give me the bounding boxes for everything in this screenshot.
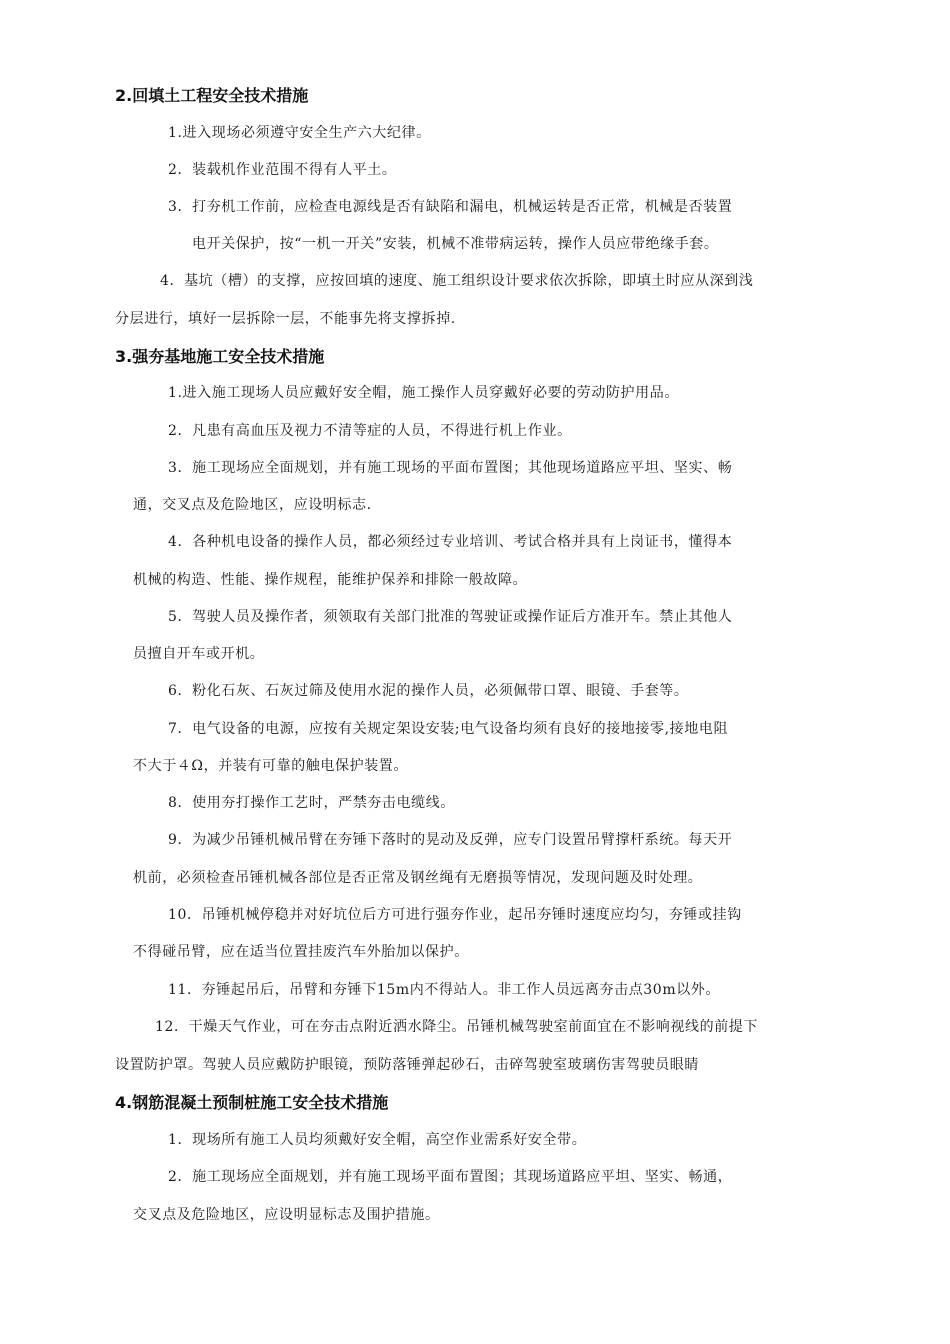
paragraph-line: 10．吊锤机械停稳并对好坑位后方可进行强夯作业，起吊夯锤时速度应均匀，夯锤或挂钩 [168,907,742,923]
paragraph-line: 2．凡患有高血压及视力不清等症的人员，不得进行机上作业。 [168,423,572,439]
paragraph-line: 不得碰吊臂，应在适当位置挂废汽车外胎加以保护。 [133,944,469,960]
paragraph-line: 9．为减少吊锤机械吊臂在夯锤下落时的晃动及反弹，应专门设置吊臂撑杆系统。每天开 [168,832,733,848]
paragraph-line: 机前，必须检查吊锤机械各部位是否正常及钢丝绳有无磨损等情况，发现问题及时处理。 [133,870,703,886]
paragraph-line: 5．驾驶人员及操作者，须领取有关部门批准的驾驶证或操作证后方准开车。禁止其他人 [168,609,733,625]
paragraph-line: 11．夯锤起吊后，吊臂和夯锤下15m内不得站人。非工作人员远离夯击点30m以外。 [168,982,720,998]
paragraph-line: 通，交叉点及危险地区，应设明标志. [133,497,372,513]
section-heading-precast-pile: 4.钢筋混凝土预制桩施工安全技术措施 [115,1093,389,1112]
paragraph-line: 8．使用夯打操作工艺时，严禁夯击电缆线。 [168,795,455,811]
paragraph-line: 设置防护罩。驾驶人员应戴防护眼镜，预防落锤弹起砂石，击碎驾驶室玻璃伤害驾驶员眼睛 [115,1057,699,1073]
paragraph-line: 分层进行，填好一层拆除一层，不能事先将支撑拆掉. [115,311,456,327]
paragraph-line: 1．现场所有施工人员均须戴好安全帽，高空作业需系好安全带。 [168,1132,587,1148]
paragraph-line: 4．各种机电设备的操作人员，都必须经过专业培训、考试合格并具有上岗证书，懂得本 [168,534,733,550]
section-heading-dynamic-compaction: 3.强夯基地施工安全技术措施 [115,347,325,366]
paragraph-line: 6．粉化石灰、石灰过筛及使用水泥的操作人员，必须佩带口罩、眼镜、手套等。 [168,683,689,699]
paragraph-line: 不大于４Ω，并装有可靠的触电保护装置。 [133,758,409,774]
paragraph-line: 7．电气设备的电源，应按有关规定架设安装;电气设备均须有良好的接地接零,接地电阻 [168,721,729,737]
section-heading-backfill: 2.回填土工程安全技术措施 [115,86,309,105]
paragraph-line: 3．打夯机工作前，应检查电源线是否有缺陷和漏电，机械运转是否正常，机械是否装置 [168,199,733,215]
paragraph-line: 机械的构造、性能、操作规程，能维护保养和排除一般故障。 [133,572,528,588]
paragraph-line: 员擅自开车或开机。 [133,646,265,662]
paragraph-line: 1.进入现场必须遵守安全生产六大纪律。 [168,125,431,141]
paragraph-line: 2．装载机作业范围不得有人平土。 [168,162,397,178]
paragraph-line: 4．基坑（槽）的支撑，应按回填的速度、施工组织设计要求依次拆除，即填土时应从深到浅 [160,273,754,289]
paragraph-line: 12．干燥天气作业，可在夯击点附近洒水降尘。吊锤机械驾驶室前面宜在不影响视线的前提下 [155,1019,759,1035]
paragraph-line: 3．施工现场应全面规划，并有施工现场的平面布置图；其他现场道路应平坦、坚实、畅 [168,460,733,476]
paragraph-line: 电开关保护，按“一机一开关”安装，机械不准带病运转，操作人员应带绝缘手套。 [192,236,719,252]
paragraph-line: 交叉点及危险地区，应设明显标志及围护措施。 [133,1207,440,1223]
paragraph-line: 2．施工现场应全面规划，并有施工现场平面布置图；其现场道路应平坦、坚实、畅通， [168,1169,733,1185]
paragraph-line: 1.进入施工现场人员应戴好安全帽，施工操作人员穿戴好必要的劳动防护用品。 [168,385,679,401]
